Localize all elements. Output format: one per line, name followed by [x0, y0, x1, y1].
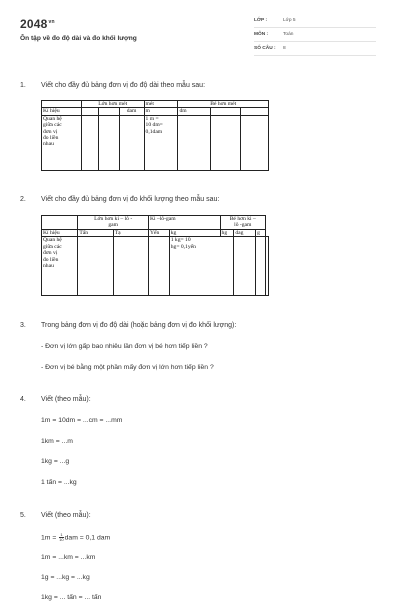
- mass-units-table: [41, 215, 269, 296]
- answer-cell[interactable]: [81, 115, 98, 170]
- exercise-line: 1kg = ...g: [41, 458, 70, 465]
- fraction-denominator: 10: [59, 537, 64, 542]
- row-label: Kí hiệu: [42, 108, 82, 115]
- meta-label: LỚP :: [254, 18, 268, 23]
- page-header: [0, 0, 400, 60]
- question-line: - Đơn vị bé bằng một phần mấy đơn vị lớn hơn tiếp liền ?: [41, 364, 214, 371]
- relation-cell: 1 m = 10 dm= 0,1dam: [144, 115, 178, 170]
- meta-subject-row: [254, 27, 376, 42]
- unit-cell: [241, 108, 269, 115]
- answer-cell[interactable]: [178, 115, 211, 170]
- answer-cell[interactable]: [234, 237, 256, 296]
- unit-cell: dam: [119, 108, 144, 115]
- fraction: [59, 533, 63, 542]
- answer-cell[interactable]: [266, 237, 269, 296]
- row-label: Kí hiệu: [42, 230, 78, 237]
- question-number: 1.: [20, 82, 26, 89]
- group-header: Lớn hơn ki – lô - gam: [78, 216, 149, 230]
- unit-cell: [81, 108, 98, 115]
- document-title: Ôn tập về đo độ dài và đo khối lượng: [20, 35, 137, 42]
- question-number: 4.: [20, 396, 26, 403]
- site-logo[interactable]: [20, 17, 55, 31]
- group-header: mét: [144, 101, 178, 108]
- table-cell: [42, 101, 82, 108]
- meta-label: SỐ CÂU :: [254, 46, 276, 51]
- unit-cell: kg: [169, 230, 220, 237]
- relation-cell: 1 kg= 10 hg= 0,1yến: [169, 237, 234, 296]
- unit-cell: m: [144, 108, 178, 115]
- meta-value: 8: [283, 46, 286, 51]
- exercise-line: 1kg = ... tấn = ... tấn: [41, 594, 102, 601]
- answer-cell[interactable]: [256, 237, 266, 296]
- exercise-line: 1km = ...m: [41, 438, 73, 445]
- exercise-line: 1g = ...kg = ...kg: [41, 574, 90, 581]
- row-label: Quan hệ giữa các đơn vị đo liền nhau: [42, 237, 78, 296]
- unit-cell: Tạ: [113, 230, 148, 237]
- question-text: Viết (theo mẫu):: [41, 512, 91, 519]
- unit-cell: g: [256, 230, 266, 237]
- unit-cell: dm: [178, 108, 211, 115]
- line-suffix: dam = 0,1 dam: [64, 534, 111, 542]
- row-label: Quan hệ giữa các đơn vị đo liền nhau: [42, 115, 82, 170]
- answer-cell[interactable]: [78, 237, 113, 296]
- question-number: 3.: [20, 322, 26, 329]
- question-text: Viết (theo mẫu):: [41, 396, 91, 403]
- unit-cell: Yến: [148, 230, 169, 237]
- exercise-line: 1 tấn = ...kg: [41, 479, 77, 486]
- meta-class-row: [254, 13, 376, 28]
- meta-value: Toán: [283, 32, 294, 37]
- group-header: Bé hơn mét: [178, 101, 269, 108]
- answer-cell[interactable]: [119, 115, 144, 170]
- meta-label: MÔN :: [254, 32, 269, 37]
- table-cell: [42, 216, 78, 230]
- answer-cell[interactable]: [211, 115, 241, 170]
- exercise-line: [41, 533, 110, 542]
- line-prefix: 1m =: [41, 534, 57, 542]
- question-text: Trong bảng đơn vị đo độ dài (hoặc bảng đơn vị đo khối lượng):: [41, 322, 237, 329]
- group-header: Lớn hơn mét: [81, 101, 144, 108]
- meta-count-row: [254, 41, 376, 56]
- question-line: - Đơn vị lớn gấp bao nhiêu lần đơn vị bé hơn tiếp liền ?: [41, 343, 208, 350]
- exercise-line: 1m = ...km = ...km: [41, 554, 96, 561]
- fraction-numerator: 1: [60, 532, 63, 537]
- question-number: 5.: [20, 512, 26, 519]
- logo-text: 2048: [20, 17, 48, 31]
- group-header: Ki –lô-gam: [148, 216, 220, 230]
- unit-cell: hg: [220, 230, 234, 237]
- length-units-table: [41, 100, 269, 171]
- unit-cell: [98, 108, 119, 115]
- question-number: 2.: [20, 196, 26, 203]
- group-header: Bé hơn ki – lô -gam: [220, 216, 265, 230]
- exercise-line: 1m = 10dm = ...cm = ...mm: [41, 417, 123, 424]
- unit-cell: [211, 108, 241, 115]
- meta-value: Lớp 5: [283, 18, 296, 23]
- logo-suffix: vn: [48, 19, 55, 25]
- answer-cell[interactable]: [98, 115, 119, 170]
- answer-cell[interactable]: [113, 237, 148, 296]
- unit-cell: Tấn: [78, 230, 113, 237]
- question-text: Viết cho đầy đủ bảng đơn vị đo khối lượng theo mẫu sau:: [41, 196, 220, 203]
- unit-cell: dag: [234, 230, 256, 237]
- answer-cell[interactable]: [148, 237, 169, 296]
- answer-cell[interactable]: [241, 115, 269, 170]
- question-text: Viết cho đầy đủ bảng đơn vị đo độ dài theo mẫu sau:: [41, 82, 206, 89]
